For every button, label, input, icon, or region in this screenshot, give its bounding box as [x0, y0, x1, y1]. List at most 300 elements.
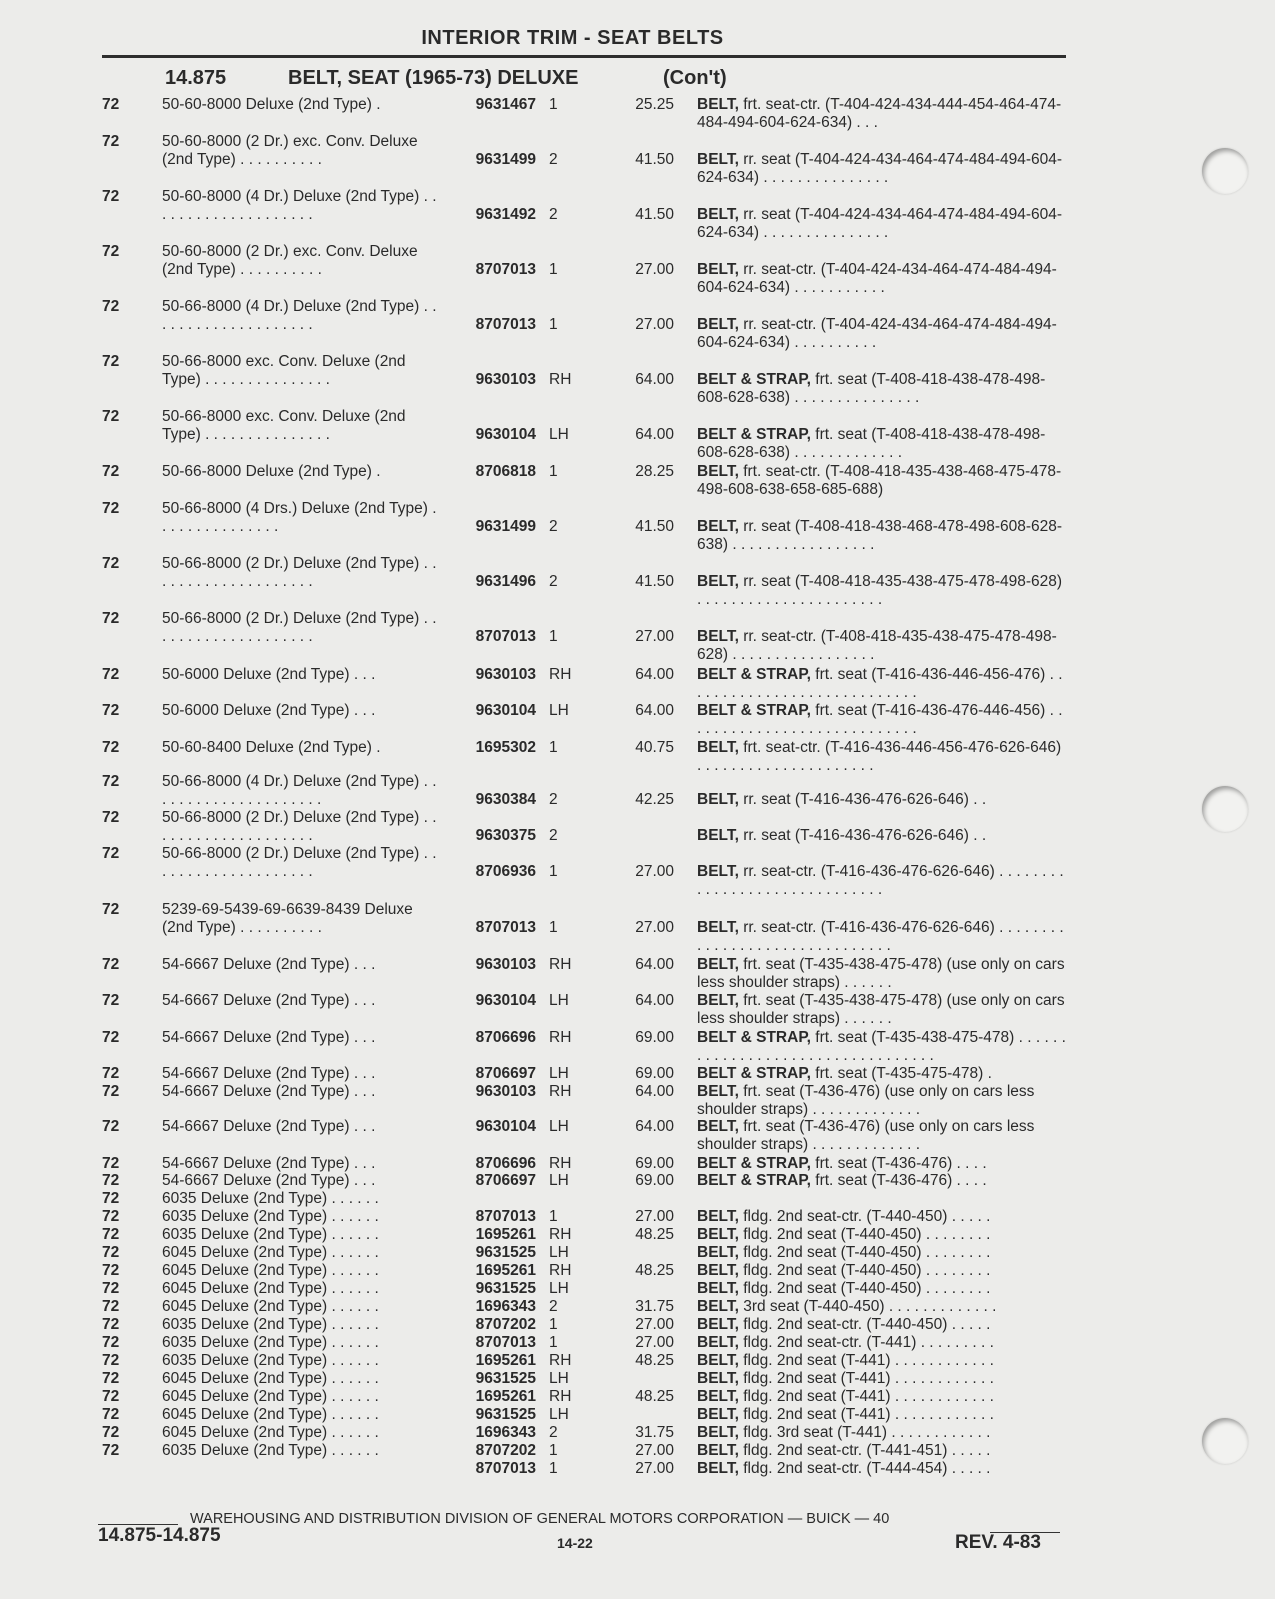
application: 50-66-8000 (2 Dr.) Deluxe (2nd Type) . . . . . . . . . . . . . . . . . . . .	[162, 809, 437, 844]
item-detail: fldg. 2nd seat (T-441) . . . . . . . . . . . .	[743, 1352, 994, 1369]
part-number: 9631499	[475, 151, 536, 168]
item-detail: fldg. 2nd seat (T-440-450) . . . . . . . .	[743, 1244, 991, 1261]
part-number: 9630375	[475, 827, 536, 844]
table-row	[0, 901, 1275, 954]
part-number: 8707202	[475, 1442, 536, 1459]
description	[697, 426, 1067, 462]
part-number: 9630103	[475, 666, 536, 683]
part-number: 9631467	[475, 96, 536, 113]
item-detail: frt. seat (T-436-476) . . . .	[815, 1155, 987, 1172]
item-name: BELT,	[697, 573, 739, 590]
part-number: 8707013	[475, 261, 536, 278]
quantity: 2	[549, 1298, 558, 1315]
item-name: BELT,	[697, 151, 739, 168]
table-row	[0, 96, 1275, 136]
item-detail: rr. seat-ctr. (T-408-418-435-438-475-478-498-628) . . . . . . . . . . . . . . . . .	[697, 628, 1057, 663]
item-name: BELT & STRAP,	[697, 426, 811, 443]
group-number: 72	[102, 1172, 120, 1189]
part-number: 8707013	[475, 1334, 536, 1351]
group-number: 72	[102, 555, 120, 572]
price: 64.00	[635, 426, 674, 443]
description	[697, 1155, 1067, 1173]
application: 6045 Deluxe (2nd Type) . . . . . .	[162, 1388, 379, 1405]
description	[697, 1118, 1067, 1154]
price: 41.50	[635, 573, 674, 590]
quantity: 1	[549, 1460, 558, 1477]
price: 48.25	[635, 1262, 674, 1279]
price: 27.00	[635, 1442, 674, 1459]
item-name: BELT,	[697, 1244, 739, 1261]
application: 50-66-8000 (2 Dr.) Deluxe (2nd Type) . . . . . . . . . . . . . . . . . . . .	[162, 610, 437, 645]
table-row	[0, 353, 1275, 406]
part-number: 1695261	[475, 1262, 536, 1279]
table-row	[0, 666, 1275, 706]
application: 54-6667 Deluxe (2nd Type) . . .	[162, 1065, 376, 1082]
group-number: 72	[102, 243, 120, 260]
item-name: BELT,	[697, 1262, 739, 1279]
item-detail: frt. seat (T-435-438-475-478) . . . . . . . . . . . . . . . . . . . . . . . . . . . . . . . . . .	[697, 1029, 1066, 1064]
quantity: 2	[549, 151, 558, 168]
quantity: 1	[549, 1208, 558, 1225]
price: 25.25	[635, 96, 674, 113]
item-name: BELT,	[697, 1118, 739, 1135]
part-number: 8706697	[475, 1172, 536, 1189]
quantity: RH	[549, 1029, 572, 1046]
table-row	[0, 408, 1275, 461]
part-number: 8707013	[475, 1208, 536, 1225]
group-number: 72	[102, 298, 120, 315]
item-detail: frt. seat-ctr. (T-416-436-446-456-476-626-646) . . . . . . . . . . . . . . . . . . . . .	[697, 739, 1062, 774]
part-number: 8707013	[475, 919, 536, 936]
application: 54-6667 Deluxe (2nd Type) . . .	[162, 956, 376, 973]
item-detail: frt. seat (T-436-476) (use only on cars less shoulder straps) . . . . . . . . . . . . .	[697, 1118, 1035, 1153]
application: 6045 Deluxe (2nd Type) . . . . . .	[162, 1370, 379, 1387]
group-number: 72	[102, 1083, 120, 1100]
price: 64.00	[635, 992, 674, 1009]
table-row	[0, 463, 1275, 503]
price: 42.25	[635, 791, 674, 808]
item-name: BELT & STRAP,	[697, 1155, 811, 1172]
binder-hole	[1202, 148, 1248, 194]
quantity: 2	[549, 1424, 558, 1441]
item-name: BELT,	[697, 1226, 739, 1243]
group-number: 72	[102, 901, 120, 918]
item-name: BELT,	[697, 1442, 739, 1459]
table-row	[0, 773, 1275, 813]
part-number: 8706697	[475, 1065, 536, 1082]
group-number: 72	[102, 739, 120, 756]
part-number: 9631496	[475, 573, 536, 590]
item-name: BELT,	[697, 863, 739, 880]
application: 50-66-8000 Deluxe (2nd Type) .	[162, 463, 381, 480]
group-number: 72	[102, 1406, 120, 1423]
application: 50-60-8000 (4 Dr.) Deluxe (2nd Type) . . . . . . . . . . . . . . . . . . . .	[162, 188, 437, 223]
item-detail: fldg. 2nd seat (T-440-450) . . . . . . . .	[743, 1280, 991, 1297]
quantity: 1	[549, 863, 558, 880]
description	[697, 1029, 1067, 1065]
description	[697, 1172, 1067, 1190]
item-detail: frt. seat (T-435-475-478) .	[815, 1065, 992, 1082]
application: 54-6667 Deluxe (2nd Type) . . .	[162, 992, 376, 1009]
group-number: 72	[102, 1388, 120, 1405]
part-number: 9630104	[475, 1118, 536, 1135]
item-name: BELT,	[697, 1083, 739, 1100]
application: 50-66-8000 exc. Conv. Deluxe (2nd Type) . . . . . . . . . . . . . . .	[162, 353, 406, 388]
table-row	[0, 298, 1275, 351]
quantity: 1	[549, 1334, 558, 1351]
section-number: 14.875	[165, 67, 227, 89]
price: 31.75	[635, 1298, 674, 1315]
quantity: LH	[549, 1406, 569, 1423]
table-row	[0, 845, 1275, 898]
group-number: 72	[102, 408, 120, 425]
part-number: 9630384	[475, 791, 536, 808]
group-number: 72	[102, 956, 120, 973]
description	[697, 206, 1067, 242]
page-number: 14-22	[557, 1535, 593, 1551]
item-detail: rr. seat (T-404-424-434-464-474-484-494-604-624-634) . . . . . . . . . . . . . . .	[697, 151, 1063, 186]
item-name: BELT,	[697, 518, 739, 535]
item-detail: fldg. 2nd seat-ctr. (T-441-451) . . . . .	[743, 1442, 991, 1459]
application: 54-6667 Deluxe (2nd Type) . . .	[162, 1172, 376, 1189]
application: 50-66-8000 (4 Dr.) Deluxe (2nd Type) . . . . . . . . . . . . . . . . . . . .	[162, 298, 437, 333]
group-number: 72	[102, 1208, 120, 1225]
quantity: RH	[549, 1262, 572, 1279]
part-number: 9630103	[475, 371, 536, 388]
application: 6035 Deluxe (2nd Type) . . . . . .	[162, 1316, 379, 1333]
application: 54-6667 Deluxe (2nd Type) . . .	[162, 1083, 376, 1100]
description	[697, 791, 1067, 809]
quantity: 2	[549, 206, 558, 223]
price: 40.75	[635, 739, 674, 756]
quantity: 1	[549, 1442, 558, 1459]
item-detail: frt. seat (T-435-438-475-478) (use only on cars less shoulder straps) . . . . . .	[697, 992, 1065, 1027]
item-detail: fldg. 2nd seat (T-441) . . . . . . . . . . . .	[743, 1406, 994, 1423]
price: 27.00	[635, 1460, 674, 1477]
item-detail: fldg. 3rd seat (T-441) . . . . . . . . . . . .	[743, 1424, 991, 1441]
application: 50-66-8000 (4 Dr.) Deluxe (2nd Type) . . . . . . . . . . . . . . . . . . . . .	[162, 773, 437, 808]
group-number: 72	[102, 809, 120, 826]
quantity: RH	[549, 1388, 572, 1405]
price: 27.00	[635, 863, 674, 880]
table-row	[0, 243, 1275, 296]
price: 27.00	[635, 261, 674, 278]
price: 41.50	[635, 151, 674, 168]
item-name: BELT,	[697, 1388, 739, 1405]
table-row	[0, 500, 1275, 553]
item-detail: frt. seat (T-436-476) . . . .	[815, 1172, 987, 1189]
price: 64.00	[635, 1118, 674, 1135]
application: 50-60-8000 Deluxe (2nd Type) .	[162, 96, 381, 113]
quantity: 1	[549, 628, 558, 645]
group-number: 72	[102, 702, 120, 719]
item-name: BELT,	[697, 628, 739, 645]
quantity: 1	[549, 316, 558, 333]
table-row	[0, 992, 1275, 1032]
part-number: 8706818	[475, 463, 536, 480]
application: 50-66-8000 exc. Conv. Deluxe (2nd Type) . . . . . . . . . . . . . . .	[162, 408, 406, 443]
table-row	[0, 809, 1275, 849]
quantity: RH	[549, 1083, 572, 1100]
section-continued: (Con't)	[663, 67, 727, 89]
item-detail: rr. seat (T-416-436-476-626-646) . .	[743, 827, 987, 844]
table-row	[0, 956, 1275, 996]
part-number: 9630103	[475, 1083, 536, 1100]
part-number: 8706696	[475, 1029, 536, 1046]
item-detail: fldg. 2nd seat-ctr. (T-440-450) . . . . .	[743, 1316, 991, 1333]
table-row	[0, 610, 1275, 663]
item-detail: fldg. 2nd seat (T-440-450) . . . . . . . .	[743, 1226, 991, 1243]
item-detail: frt. seat-ctr. (T-404-424-434-444-454-464-474-484-494-604-624-634) . . .	[697, 96, 1062, 131]
quantity: RH	[549, 1155, 572, 1172]
description	[697, 1083, 1067, 1119]
price: 48.25	[635, 1226, 674, 1243]
item-detail: rr. seat (T-408-418-435-438-475-478-498-628) . . . . . . . . . . . . . . . . . . . . . .	[697, 573, 1063, 608]
item-name: BELT,	[697, 992, 739, 1009]
item-detail: frt. seat (T-416-436-476-446-456) . . . . . . . . . . . . . . . . . . . . . . . . . . . .	[697, 702, 1063, 737]
part-number: 1696343	[475, 1424, 536, 1441]
description	[697, 371, 1067, 407]
price: 27.00	[635, 1316, 674, 1333]
item-name: BELT,	[697, 827, 739, 844]
application: 50-66-8000 (2 Dr.) Deluxe (2nd Type) . . . . . . . . . . . . . . . . . . . .	[162, 845, 437, 880]
group-number: 72	[102, 773, 120, 790]
group-number: 72	[102, 188, 120, 205]
quantity: 1	[549, 1316, 558, 1333]
price: 69.00	[635, 1155, 674, 1172]
group-number: 72	[102, 1280, 120, 1297]
application: 50-60-8000 (2 Dr.) exc. Conv. Deluxe (2nd Type) . . . . . . . . . .	[162, 243, 418, 278]
quantity: 2	[549, 827, 558, 844]
description	[697, 151, 1067, 187]
item-name: BELT & STRAP,	[697, 1065, 811, 1082]
quantity: RH	[549, 666, 572, 683]
item-name: BELT,	[697, 1334, 739, 1351]
application: 50-60-8000 (2 Dr.) exc. Conv. Deluxe (2nd Type) . . . . . . . . . .	[162, 133, 418, 168]
part-number: 1695261	[475, 1226, 536, 1243]
table-row	[0, 133, 1275, 186]
quantity: RH	[549, 956, 572, 973]
group-number: 72	[102, 1244, 120, 1261]
part-number: 9631492	[475, 206, 536, 223]
application: 5239-69-5439-69-6639-8439 Deluxe (2nd Type) . . . . . . . . . .	[162, 901, 413, 936]
item-detail: rr. seat (T-416-436-476-626-646) . .	[743, 791, 987, 808]
part-number: 8707013	[475, 628, 536, 645]
description	[697, 739, 1067, 775]
description	[697, 518, 1067, 554]
application: 54-6667 Deluxe (2nd Type) . . .	[162, 1118, 376, 1135]
quantity: LH	[549, 1244, 569, 1261]
description	[697, 316, 1067, 352]
part-number: 9631525	[475, 1244, 536, 1261]
group-number: 72	[102, 1334, 120, 1351]
part-number: 9631499	[475, 518, 536, 535]
table-row	[0, 702, 1275, 742]
group-number: 72	[102, 610, 120, 627]
price: 27.00	[635, 1208, 674, 1225]
quantity: LH	[549, 992, 569, 1009]
price: 41.50	[635, 206, 674, 223]
item-name: BELT,	[697, 739, 739, 756]
application: 6035 Deluxe (2nd Type) . . . . . .	[162, 1334, 379, 1351]
quantity: LH	[549, 702, 569, 719]
item-name: BELT,	[697, 96, 739, 113]
quantity: 1	[549, 96, 558, 113]
item-name: BELT,	[697, 463, 739, 480]
description	[697, 666, 1067, 702]
application: 50-66-8000 (4 Drs.) Deluxe (2nd Type) . . . . . . . . . . . . . . .	[162, 500, 437, 535]
item-detail: 3rd seat (T-440-450) . . . . . . . . . . . . .	[743, 1298, 997, 1315]
item-name: BELT,	[697, 1460, 739, 1477]
part-number: 9631525	[475, 1280, 536, 1297]
quantity: LH	[549, 426, 569, 443]
price: 28.25	[635, 463, 674, 480]
price: 31.75	[635, 1424, 674, 1441]
item-detail: fldg. 2nd seat (T-441) . . . . . . . . . . . .	[743, 1388, 994, 1405]
quantity: 2	[549, 573, 558, 590]
description	[697, 463, 1067, 499]
group-number: 72	[102, 1226, 120, 1243]
application: 6035 Deluxe (2nd Type) . . . . . .	[162, 1352, 379, 1369]
quantity: LH	[549, 1370, 569, 1387]
application: 6045 Deluxe (2nd Type) . . . . . .	[162, 1280, 379, 1297]
group-number: 72	[102, 1370, 120, 1387]
item-name: BELT,	[697, 1316, 739, 1333]
part-number: 9631525	[475, 1370, 536, 1387]
description	[697, 1460, 1067, 1478]
item-detail: fldg. 2nd seat-ctr. (T-440-450) . . . . .	[743, 1208, 991, 1225]
page-title: INTERIOR TRIM - SEAT BELTS	[421, 27, 724, 49]
price: 27.00	[635, 628, 674, 645]
quantity: RH	[549, 371, 572, 388]
part-number: 8706936	[475, 863, 536, 880]
group-number: 72	[102, 1262, 120, 1279]
item-detail: frt. seat (T-435-438-475-478) (use only on cars less shoulder straps) . . . . . .	[697, 956, 1065, 991]
price: 48.25	[635, 1388, 674, 1405]
application: 6045 Deluxe (2nd Type) . . . . . .	[162, 1244, 379, 1261]
quantity: LH	[549, 1065, 569, 1082]
description	[697, 573, 1067, 609]
item-name: BELT,	[697, 316, 739, 333]
item-name: BELT,	[697, 1370, 739, 1387]
price: 48.25	[635, 1352, 674, 1369]
part-number: 1695261	[475, 1352, 536, 1369]
group-number: 72	[102, 500, 120, 517]
price: 64.00	[635, 666, 674, 683]
part-number: 8706696	[475, 1155, 536, 1172]
part-number: 9630104	[475, 992, 536, 1009]
application: 50-60-8400 Deluxe (2nd Type) .	[162, 739, 381, 756]
application: 50-6000 Deluxe (2nd Type) . . .	[162, 666, 376, 683]
item-name: BELT,	[697, 1280, 739, 1297]
part-number: 9630104	[475, 702, 536, 719]
application: 6045 Deluxe (2nd Type) . . . . . .	[162, 1298, 379, 1315]
item-name: BELT,	[697, 1208, 739, 1225]
description	[697, 1065, 1067, 1083]
quantity: 1	[549, 739, 558, 756]
group-number: 72	[102, 1155, 120, 1172]
application: 6035 Deluxe (2nd Type) . . . . . .	[162, 1442, 379, 1459]
part-number: 9631525	[475, 1406, 536, 1423]
group-number: 72	[102, 1424, 120, 1441]
price: 64.00	[635, 702, 674, 719]
group-number: 72	[102, 666, 120, 683]
quantity: LH	[549, 1280, 569, 1297]
application: 6045 Deluxe (2nd Type) . . . . . .	[162, 1262, 379, 1279]
quantity: LH	[549, 1172, 569, 1189]
quantity: LH	[549, 1118, 569, 1135]
item-name: BELT,	[697, 1406, 739, 1423]
application: 50-6000 Deluxe (2nd Type) . . .	[162, 702, 376, 719]
section-title: BELT, SEAT (1965-73) DELUXE	[288, 67, 579, 89]
description	[697, 261, 1067, 297]
price: 27.00	[635, 1334, 674, 1351]
price: 64.00	[635, 1083, 674, 1100]
table-row	[0, 1029, 1275, 1069]
item-name: BELT & STRAP,	[697, 666, 811, 683]
quantity: RH	[549, 1352, 572, 1369]
item-detail: frt. seat (T-408-418-438-478-498-608-628-638) . . . . . . . . . . . . . . .	[697, 371, 1046, 406]
application: 6035 Deluxe (2nd Type) . . . . . .	[162, 1190, 379, 1207]
item-detail: rr. seat-ctr. (T-404-424-434-464-474-484-494-604-624-634) . . . . . . . . . .	[697, 316, 1057, 351]
group-number: 72	[102, 992, 120, 1009]
part-number: 9630104	[475, 426, 536, 443]
description	[697, 628, 1067, 664]
part-number: 9630103	[475, 956, 536, 973]
part-number: 8707202	[475, 1316, 536, 1333]
part-number: 8707013	[475, 316, 536, 333]
group-number: 72	[102, 133, 120, 150]
application: 50-66-8000 (2 Dr.) Deluxe (2nd Type) . . . . . . . . . . . . . . . . . . . .	[162, 555, 437, 590]
item-name: BELT,	[697, 1298, 739, 1315]
item-name: BELT & STRAP,	[697, 1029, 811, 1046]
item-detail: fldg. 2nd seat-ctr. (T-441) . . . . . . . . .	[743, 1334, 994, 1351]
binder-hole	[1202, 1418, 1248, 1464]
table-row	[0, 1083, 1275, 1123]
item-name: BELT,	[697, 261, 739, 278]
description	[697, 827, 1067, 845]
item-name: BELT,	[697, 956, 739, 973]
item-name: BELT,	[697, 1352, 739, 1369]
revision: REV. 4-83	[955, 1532, 1041, 1553]
quantity: 2	[549, 518, 558, 535]
footer-division: WAREHOUSING AND DISTRIBUTION DIVISION OF GENERAL MOTORS CORPORATION — BUICK — 40	[190, 1511, 890, 1527]
item-name: BELT,	[697, 206, 739, 223]
price: 69.00	[635, 1172, 674, 1189]
group-number: 72	[102, 1316, 120, 1333]
part-number: 1695302	[475, 739, 536, 756]
price: 69.00	[635, 1029, 674, 1046]
item-detail: frt. seat-ctr. (T-408-418-435-438-468-475-478-498-608-638-658-685-688)	[697, 463, 1062, 498]
footer-range: 14.875-14.875	[98, 1525, 221, 1546]
application: 6035 Deluxe (2nd Type) . . . . . .	[162, 1226, 379, 1243]
group-number: 72	[102, 1029, 120, 1046]
description	[697, 96, 1067, 132]
description	[697, 956, 1067, 992]
item-detail: frt. seat (T-436-476) (use only on cars less shoulder straps) . . . . . . . . . . . . .	[697, 1083, 1035, 1118]
item-detail: rr. seat-ctr. (T-416-436-476-626-646) . . . . . . . . . . . . . . . . . . . . . . . . . . . . . .	[697, 863, 1064, 898]
part-number: 1695261	[475, 1388, 536, 1405]
quantity: 1	[549, 261, 558, 278]
item-detail: fldg. 2nd seat-ctr. (T-444-454) . . . . .	[743, 1460, 991, 1477]
item-detail: rr. seat-ctr. (T-404-424-434-464-474-484-494-604-624-634) . . . . . . . . . . .	[697, 261, 1057, 296]
price: 64.00	[635, 956, 674, 973]
price: 64.00	[635, 371, 674, 388]
table-row	[0, 188, 1275, 241]
item-detail: fldg. 2nd seat (T-440-450) . . . . . . . .	[743, 1262, 991, 1279]
price: 69.00	[635, 1065, 674, 1082]
group-number: 72	[102, 1442, 120, 1459]
